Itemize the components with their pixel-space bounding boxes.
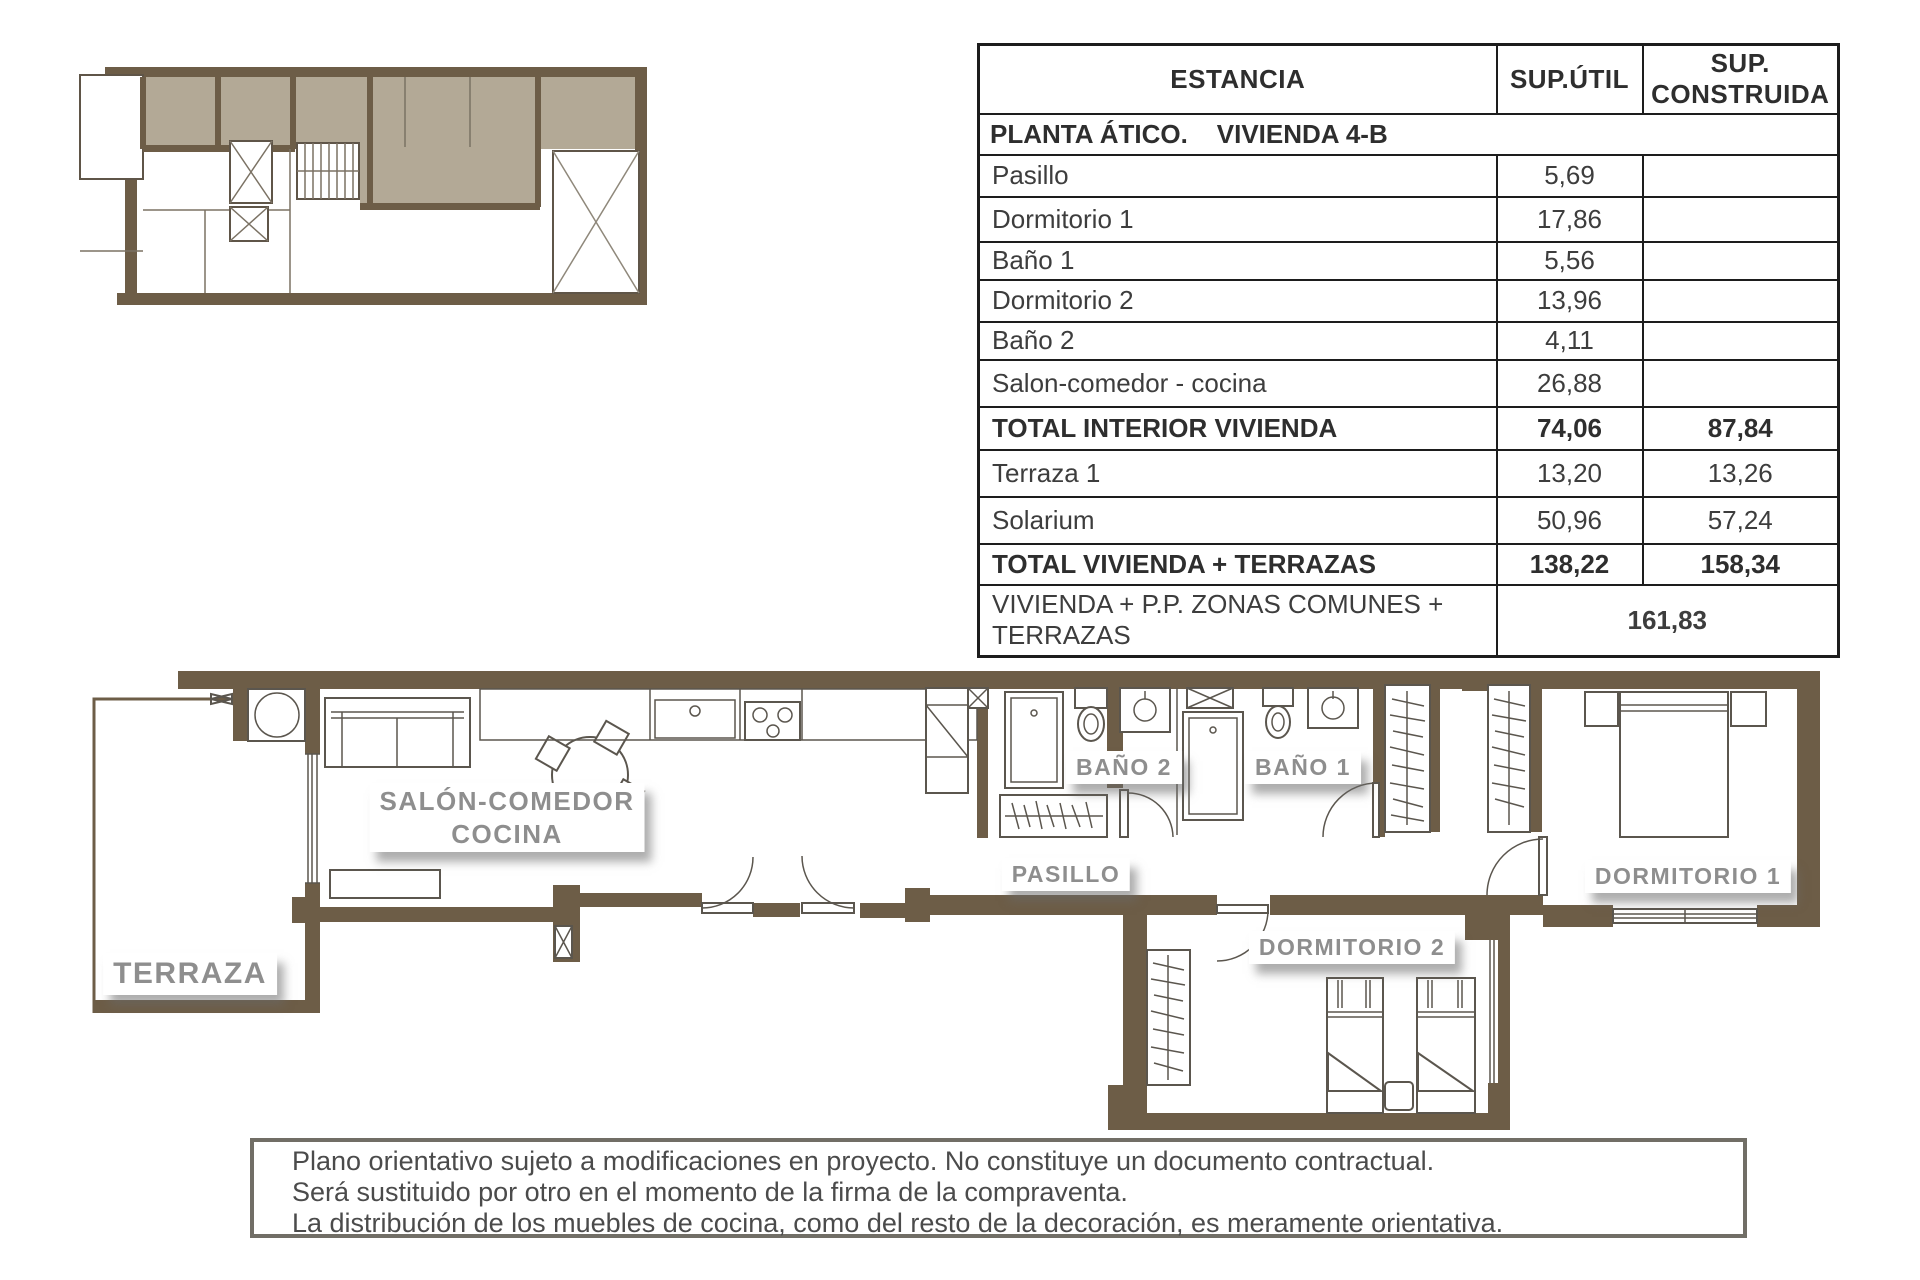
room-name-cell: Terraza 1 [979, 450, 1497, 497]
elevator-shaft-icon [230, 141, 272, 241]
room-label-terraza: TERRAZA [103, 953, 277, 995]
toilet-icon [1263, 688, 1293, 738]
room-name-cell: TOTAL INTERIOR VIVIENDA [979, 407, 1497, 450]
sup-construida-cell [1643, 197, 1839, 242]
table-header-row [979, 45, 1839, 114]
table-row [979, 242, 1839, 280]
table-row [979, 360, 1839, 407]
room-label-dormitorio1: DORMITORIO 1 [1585, 860, 1791, 893]
sup-construida-cell: 13,26 [1643, 450, 1839, 497]
sup-construida-cell [1643, 360, 1839, 407]
sup-construida-cell [1643, 242, 1839, 280]
table-row [979, 322, 1839, 360]
room-label-bano1: BAÑO 1 [1245, 751, 1361, 784]
sideboard-icon [330, 870, 440, 898]
shaft-icon [968, 688, 988, 708]
nightstand-icon [1585, 692, 1618, 726]
sup-construida-cell: 57,24 [1643, 497, 1839, 544]
wardrobe-icon [1147, 950, 1190, 1085]
disclaimer-line: La distribución de los muebles de cocina, como del resto de la decoración, es meramente orientativa. [292, 1208, 1504, 1238]
terrace-window-icon [305, 754, 320, 883]
nightstand-icon [1385, 1082, 1413, 1110]
area-table [977, 43, 1840, 658]
sup-util-cell: 5,56 [1497, 242, 1643, 280]
room-name-cell: Baño 2 [979, 322, 1497, 360]
shower-tray-icon [1005, 692, 1063, 788]
nightstand-icon [1731, 692, 1766, 726]
sink-icon [1120, 688, 1170, 732]
sup-construida-cell: 87,84 [1643, 407, 1839, 450]
section-title-cell: PLANTA ÁTICO. VIVIENDA 4-B [979, 114, 1839, 155]
sup-util-cell: 4,11 [1497, 322, 1643, 360]
sup-util-cell: 26,88 [1497, 360, 1643, 407]
sup-util-cell: 13,20 [1497, 450, 1643, 497]
sup-util-cell: 50,96 [1497, 497, 1643, 544]
room-name-cell: Dormitorio 1 [979, 197, 1497, 242]
floor-plan [90, 665, 1830, 1135]
sup-construida-cell [1643, 155, 1839, 197]
stove-icon [745, 702, 800, 740]
disclaimer-line: Será sustituido por otro en el momento de la firma de la compraventa. [292, 1177, 1128, 1207]
kitchen-storage-column-icon [926, 688, 968, 793]
bedroom1-door-icon [1487, 837, 1547, 895]
sink-icon [1308, 688, 1358, 728]
window-icon [1613, 909, 1757, 923]
patio-lightwell-icon [553, 151, 639, 293]
bathroom1-door-icon [1323, 783, 1379, 837]
wardrobe-icon [1385, 685, 1430, 832]
table-row [979, 450, 1839, 497]
table-row [979, 544, 1839, 585]
shaft-icon [555, 926, 572, 958]
shaft-icon [1187, 688, 1233, 708]
table-row [979, 407, 1839, 450]
sup-construida-cell: 158,34 [1643, 544, 1839, 585]
disclaimer-box [250, 1138, 1747, 1238]
single-bed-icon [1417, 978, 1475, 1113]
highlighted-unit-area [105, 75, 642, 149]
col-header-estancia: ESTANCIA [979, 45, 1497, 114]
sofa-icon [325, 698, 470, 767]
wardrobe-icon [1488, 685, 1530, 832]
window-icon [1488, 940, 1498, 1083]
hall-closet-icon [1000, 795, 1107, 837]
room-name-cell: Solarium [979, 497, 1497, 544]
room-label-bano2: BAÑO 2 [1066, 751, 1182, 784]
col-header-sup-construida: SUP. CONSTRUIDA [1643, 45, 1839, 114]
merged-total-cell: 161,83 [1497, 585, 1839, 657]
room-label-salon [370, 783, 645, 852]
building-key-plan [75, 55, 650, 315]
table-row [979, 155, 1839, 197]
sup-util-cell: 17,86 [1497, 197, 1643, 242]
bathtub-icon [1183, 712, 1243, 820]
stairs-icon [297, 143, 359, 199]
room-label-salon-line1: SALÓN-COMEDOR [379, 786, 635, 816]
sup-util-cell: 13,96 [1497, 280, 1643, 322]
room-label-dormitorio2: DORMITORIO 2 [1249, 931, 1455, 964]
sup-util-cell: 138,22 [1497, 544, 1643, 585]
room-name-cell: Baño 1 [979, 242, 1497, 280]
room-name-cell: VIVIENDA + P.P. ZONAS COMUNES + TERRAZAS [979, 585, 1497, 657]
sup-construida-cell [1643, 322, 1839, 360]
sup-util-cell: 74,06 [1497, 407, 1643, 450]
kitchen-counter-icon [480, 689, 977, 740]
table-row [979, 197, 1839, 242]
col-header-sup-util: SUP.ÚTIL [1497, 45, 1643, 114]
disclaimer-line: Plano orientativo sujeto a modificaciones en proyecto. No constituye un documento contractual. [292, 1146, 1435, 1176]
door-icon [802, 856, 854, 913]
double-bed-icon [1620, 692, 1728, 837]
door-icon [702, 857, 753, 913]
toilet-icon [1075, 688, 1107, 741]
table-row [979, 497, 1839, 544]
room-name-cell: Pasillo [979, 155, 1497, 197]
room-name-cell: Salon-comedor - cocina [979, 360, 1497, 407]
bathroom2-door-icon [1120, 790, 1173, 837]
table-row [979, 280, 1839, 322]
room-label-salon-line2: COCINA [451, 818, 563, 849]
room-name-cell: TOTAL VIVIENDA + TERRAZAS [979, 544, 1497, 585]
single-bed-icon [1327, 978, 1383, 1113]
room-name-cell: Dormitorio 2 [979, 280, 1497, 322]
sup-util-cell: 5,69 [1497, 155, 1643, 197]
washing-machine-icon [248, 689, 305, 741]
room-label-pasillo: PASILLO [1002, 858, 1130, 891]
table-section-row [979, 114, 1839, 155]
table-row [979, 585, 1839, 657]
sup-construida-cell [1643, 280, 1839, 322]
